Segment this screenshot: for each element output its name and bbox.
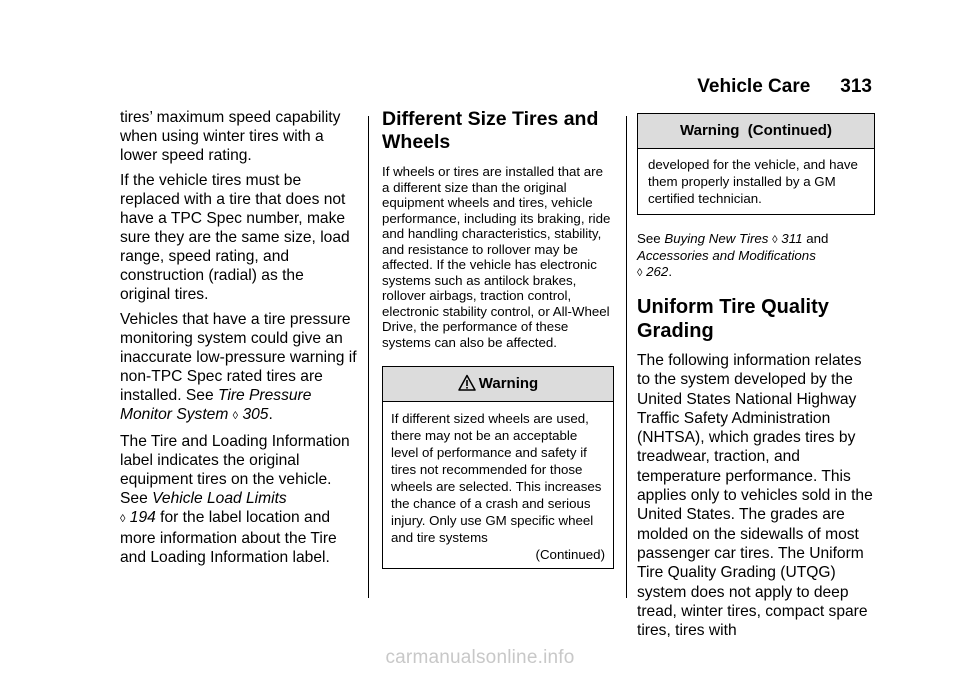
- paragraph-text: for the label location and more information about the Tire and Loading Information label.: [120, 509, 337, 566]
- paragraph-text: The Tire and Loading Information label indicates the original equipment tires on the vehicle. See: [120, 433, 350, 507]
- warning-text: developed for the vehicle, and have them properly installed by a GM certified technician.: [648, 157, 858, 206]
- page-number: 313: [840, 76, 872, 97]
- paragraph: Vehicles that have a tire pressure monitoring system could give an inaccurate low-pressure warning if non-TPC Spec rated tires are installed. See Tire Pressure Monitor System ◊ 305.: [120, 311, 357, 423]
- section-title: Vehicle Care: [697, 76, 811, 97]
- continued-label: (Continued): [535, 547, 605, 562]
- column-right: [637, 108, 875, 646]
- page-arrow-icon: ◊: [637, 267, 643, 279]
- warning-box: [382, 366, 614, 569]
- page-header: [572, 76, 872, 98]
- cross-reference-link[interactable]: Accessories and Modifications: [637, 248, 816, 263]
- warning-body: [383, 402, 613, 568]
- see-also: See Buying New Tires ◊ 311 and Accessories and Modifications ◊ 262.: [637, 231, 829, 279]
- section-heading: Different Size Tires and Wheels: [382, 108, 599, 153]
- paragraph: If the vehicle tires must be replaced with a tire that does not have a TPC Spec number, make sure they are the same size, load range, speed rating, and construction (radial) as the original tires.: [120, 172, 350, 303]
- paragraph: tires’ maximum speed capability when using winter tires with a lower speed rating.: [120, 109, 341, 164]
- paragraph: [120, 432, 358, 567]
- page-reference[interactable]: 305: [242, 406, 269, 423]
- column-left: [120, 108, 358, 573]
- page-arrow-icon: ◊: [772, 234, 778, 246]
- page-arrow-icon: ◊: [120, 513, 126, 525]
- paragraph-text: Vehicles that have a tire pressure monitoring system could give an inaccurate low-pressure warning if non-TPC Spec rated tires are installed. See: [120, 311, 357, 404]
- column-divider: [368, 116, 369, 598]
- cross-reference-link[interactable]: Vehicle Load Limits: [152, 490, 287, 507]
- page-reference[interactable]: 311: [781, 231, 803, 246]
- section-heading: Uniform Tire Quality Grading: [637, 296, 829, 342]
- column-divider: [626, 116, 627, 598]
- column-middle: [382, 108, 614, 569]
- page-arrow-icon: ◊: [232, 410, 239, 422]
- page-reference[interactable]: 262: [646, 264, 669, 279]
- warning-header: [383, 367, 613, 402]
- cross-reference-link[interactable]: Buying New Tires: [664, 231, 769, 246]
- page-reference[interactable]: 194: [129, 509, 156, 526]
- warning-triangle-icon: [458, 371, 476, 405]
- cross-reference-link[interactable]: Tire Pressure Monitor System: [120, 387, 312, 423]
- paragraph: If wheels or tires are installed that are a different size than the original equipment wheels and tires, vehicle performance, including its braking, ride and handling characteristics, stability, and resistance to rollover may be affected. If the vehicle has electronic systems such as antilock brakes, rollover airbags, traction control, electronic stability control, or All-Wheel Drive, the performance of these systems can also be affected.: [382, 164, 611, 350]
- warning-header: Warning (Continued): [638, 114, 874, 149]
- see-label: See: [637, 231, 661, 246]
- warning-title: Warning: [478, 375, 539, 392]
- warning-text: If different sized wheels are used, there may not be an acceptable level of performance and safety if tires not recommended for those wheels are selected. This increases the chance of a crash and serious injury. Only use GM specific wheel and tire systems: [391, 411, 602, 545]
- conjunction: and: [806, 231, 829, 246]
- warning-box-continued: [637, 113, 875, 215]
- paragraph: The following information relates to the system developed by the United States National Highway Traffic Safety Administration (NHTSA), which grades tires by treadwear, traction, and temperature performance. This applies only to vehicles sold in the United States. The grades are molded on the sidewalls of most passenger car tires. The Uniform Tire Quality Grading (UTQG) system does not apply to deep tread, winter tires, compact spare tires, tires with: [637, 352, 873, 640]
- watermark: carmanualsonline.info: [385, 647, 575, 668]
